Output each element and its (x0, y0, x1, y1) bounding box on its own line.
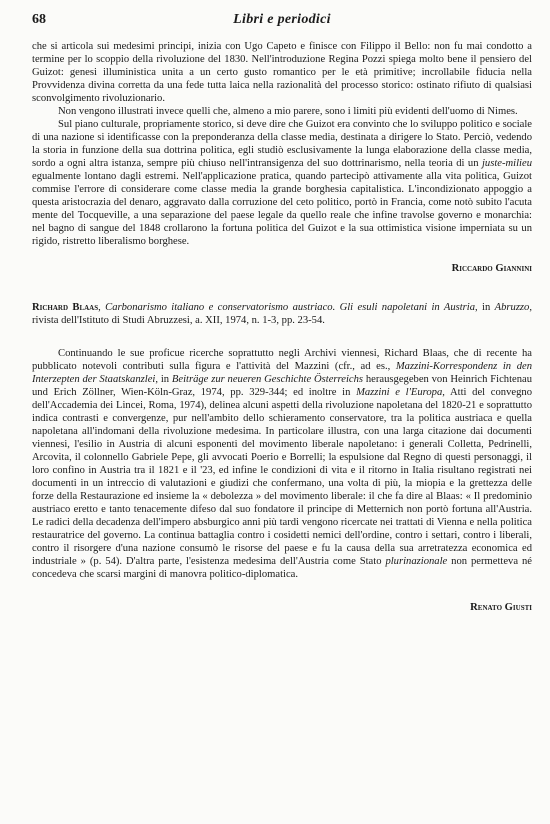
reviewer-signature: Riccardo Giannini (451, 263, 532, 274)
paragraph: Non vengono illustrati invece quelli che, almeno a mio parere, sono i limiti più evidenti dell'uomo di Nimes. (58, 106, 518, 117)
text-run: herausgegeben von Heinrich Fichtenau und Erich Zöllner, Wien-Köln-Graz, 1974, pp. 329-344; ed inoltre in (32, 374, 533, 398)
page-number: 68 (32, 12, 46, 27)
reviewer-signature: Renato Giusti (470, 602, 532, 613)
review-guizot (32, 40, 532, 275)
text-run: egualmente lontano dagli estremi. Nell'applicazione pratica, quando partecipò attivamente alla vita politica, Guizot commise l'errore di considerare come classe media la grande borghesia capitalistica. L'incondizionato appoggio a questa aristocrazia del denaro, aggravato dalla corruzione del ceto politico, portò in Francia, come notò subito l'acuta mente del Tocqueville, a una separazione del paese legale da quello reale che infine travolse governo e monarchia: nel bagno di sangue del 1848 crollarono la fortuna politica del Guizot e la sua ottimistica visione imperniata su un rigido, ristretto liberalismo borghese. (32, 171, 532, 247)
text-run: , (98, 302, 106, 313)
running-title: Libri e periodici (233, 12, 331, 27)
text-run: , in (155, 374, 172, 385)
text-run: Sul piano culturale, propriamente storico, si deve dire che Guizot era convinto che lo sviluppo politico e sociale di una nazione si identificasse con la preponderanza della classe media, destinata a dirigere lo Stato. Perciò, vedendo la storia in funzione della sua dottrina politica, egli studiò esclusivamente la lunga elaborazione della classe media, sordo a ogni altra istanza, sempre più chiuso nell'intransigenza del suo dottrinarismo, nella teoria di un (32, 119, 532, 169)
text-run: Continuando le sue proficue ricerche soprattutto negli Archivi viennesi, Richard Blaas, che di recente ha pubblicato notevoli contributi sulla figura e l'attività del Mazzini (cfr., ad es., (32, 348, 532, 372)
text-run: , rivista dell'Istituto di Studi Abruzzesi, a. XII, 1974, n. 1-3, pp. 23-54. (32, 302, 533, 326)
text-run: non permetteva né concedeva che scarsi margini di manovra politico-diplomatica. (32, 556, 532, 580)
reference-author: Richard Blaas (32, 302, 99, 313)
reference-journal: Abruzzo (494, 302, 530, 313)
paragraph (32, 118, 532, 248)
text-run: , in (475, 302, 495, 313)
italic-term: juste-milieu (481, 158, 532, 169)
bibliographic-reference (32, 301, 532, 327)
italic-title: Mazzini-Korrespondenz in den Interzepten der Staatskanzlei (32, 361, 533, 385)
review-blaas (32, 301, 532, 614)
italic-term: plurinazionale (385, 556, 448, 567)
page-body (32, 40, 532, 614)
reference-line (32, 301, 532, 327)
reference-title: Carbonarismo italiano e conservatorismo austriaco. Gli esuli napoletani in Austria (105, 302, 476, 313)
paragraph (32, 347, 532, 581)
italic-title: Beiträge zur neueren Geschichte Österreichs (171, 374, 364, 385)
page-header (32, 12, 532, 34)
paragraph: che si articola sui medesimi principi, inizia con Ugo Capeto e finisce con Filippo il Bello: non fu mai condotto a termine per lo scoppio della rivoluzione del 1830. Nell'introduzione Regina Pozzi spiega molto bene il pensiero del Guizot: genesi illuministica unita a un certo gusto romantico per le età primitive; incrollabile fiducia nella Provvidenza divina corretta da una fede tutta laica nella razionalità del processo storico: ostinato rifiuto di qualsiasi sconvolgimento rivoluzionario. (32, 41, 532, 104)
text-run: , Atti del convegno dell'Accademia dei Lincei, Roma, 1974), delinea alcuni aspetti della rivoluzione napoletana del 1820-21 e soprattutto indica contrasti e convergenze, pur nell'ambito dello schieramento conservatore, tra la politica austriaca e quella napoletana all'indomani della rivoluzione medesima. In particolare illustra, con una larga citazione dai documenti viennesi, l'esilio in Austria di alcuni esponenti del movimento liberale napoletano: i generali Colletta, Pedrinelli, Arcovita, il colonnello Gabriele Pepe, gli avvocati Poerio e Borrelli; la espulsione dal Regno di questi personaggi, il loro confino in Austria tra il 1821 e il '23, ed infine le condizioni di vita e il ritorno in Italia risultano registrati nei documenti in un intreccio di valutazioni e giudizi che confermano, una volta di più, la miopia e la grettezza delle forze della Restaurazione ed insieme la « debolezza » del movimento liberale: il che fa dire al Blaas: « Il predominio austriaco eretto e tanto tenacemente difeso dal suo fondatore il principe di Metternich non portò fortuna all'Austria. Le radici della decadenza dell'impero absburgico anni più tardi vengono ricercate nei trattati di Vienna e nella politica restauratrice del governo. La continua battaglia contro i cosidetti nemici dell'ordine, contro i settari, contro i liberali, contro il risorgere d'una nazione consumò le risorse del paese e fu la causa della sua arretratezza economica ed industriale » (p. 54). D'altra parte, l'esistenza medesima dell'Austria come Stato (32, 387, 532, 567)
italic-title: Mazzini e l'Europa (356, 387, 443, 398)
